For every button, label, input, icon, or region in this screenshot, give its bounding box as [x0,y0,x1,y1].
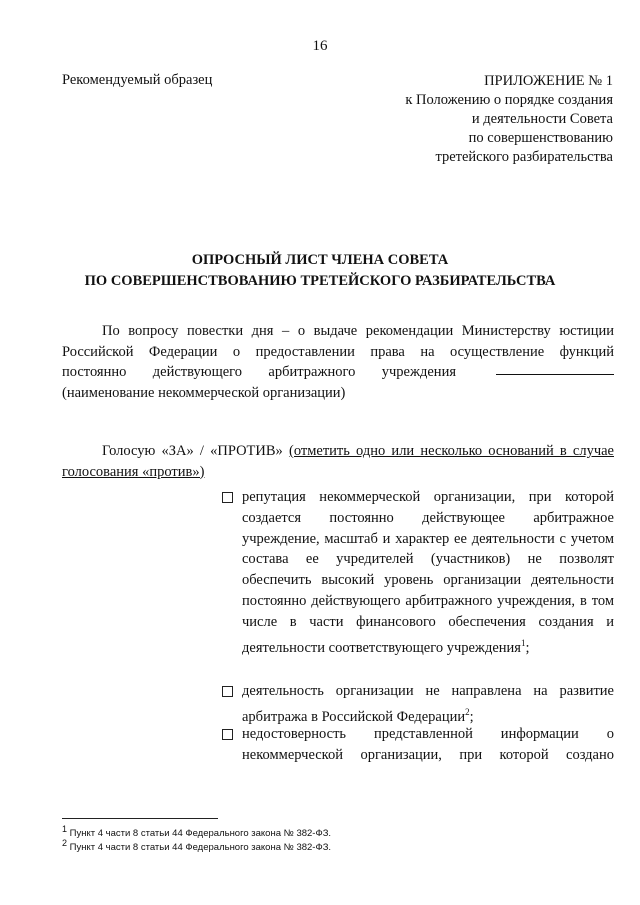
option-text: недостоверность представленной информации о некоммерческой организации, при которой создано [242,726,614,763]
option-item [222,681,614,727]
footnote-separator [62,818,218,819]
option-text-block [242,681,614,727]
appendix-title: ПРИЛОЖЕНИЕ № 1 [484,73,613,89]
option-tail: ; [469,708,474,725]
vote-paragraph [62,441,614,482]
intro-line: Российской Федерации о предоставлении права на осуществление функций [62,343,614,360]
footnote-mark: 1 [62,824,68,834]
page-number: 16 [312,38,328,54]
appendix-line: третейского разбирательства [435,149,613,165]
option-checkbox[interactable] [222,729,233,740]
option-text-block [242,487,614,658]
appendix-line: к Положению о порядке создания [405,92,613,108]
intro-line: По вопросу повестки дня – о выдаче рекомендации Министерству юстиции [102,323,614,339]
document-title [0,250,640,292]
recommended-sample-label: Рекомендуемый образец [62,72,213,88]
document-title-line: ОПРОСНЫЙ ЛИСТ ЧЛЕНА СОВЕТА [191,252,449,268]
intro-line: постоянно действующего арбитражного учреждения [62,364,456,380]
option-item [222,487,614,658]
vote-note: (отметить одно или несколько оснований в случае [288,443,614,459]
option-checkbox[interactable] [222,686,233,697]
option-text: репутация некоммерческой организации, при которой создается постоянно действующее арбитражное учреждение, масштаб и характер ее деятельности с учетом состава ее учредителей (участников) не позволят обеспечить высокий уровень организации деятельности постоянно действующего арбитражного учреждения, в том числе в части финансового обеспечения создания и деятельности соответствующего учреждения [242,489,614,656]
intro-line-with-blank [62,362,614,383]
footnote-ref: 2 [465,706,470,717]
appendix-block [405,72,613,167]
footnote [62,838,331,853]
option-text: деятельность организации не направлена на развитие арбитража в Российской Федерации [242,683,614,725]
footnote-text: Пункт 4 части 8 статьи 44 Федерального закона № 382-ФЗ. [69,828,332,840]
option-item [222,724,614,766]
vote-line [62,441,614,462]
appendix-line: и деятельности Совета [471,111,613,127]
option-text-block [242,724,614,766]
option-tail: ; [525,639,530,656]
footnote [62,824,331,839]
vote-prefix: Голосую «ЗА» / «ПРОТИВ» [102,443,283,459]
footnote-ref: 1 [520,637,526,648]
option-checkbox[interactable] [222,492,233,503]
footnote-text: Пункт 4 части 8 статьи 44 Федерального закона № 382-ФЗ. [69,842,332,854]
footnote-mark: 2 [62,838,68,848]
intro-paragraph [62,321,614,403]
vote-note-continued: голосования «против») [62,463,205,480]
organization-name-blank[interactable] [496,362,614,375]
intro-line: (наименование некоммерческой организации) [62,384,346,401]
document-title-line: ПО СОВЕРШЕНСТВОВАНИЮ ТРЕТЕЙСКОГО РАЗБИРАТЕЛЬСТВА [84,273,556,289]
appendix-line: по совершенствованию [468,130,613,146]
